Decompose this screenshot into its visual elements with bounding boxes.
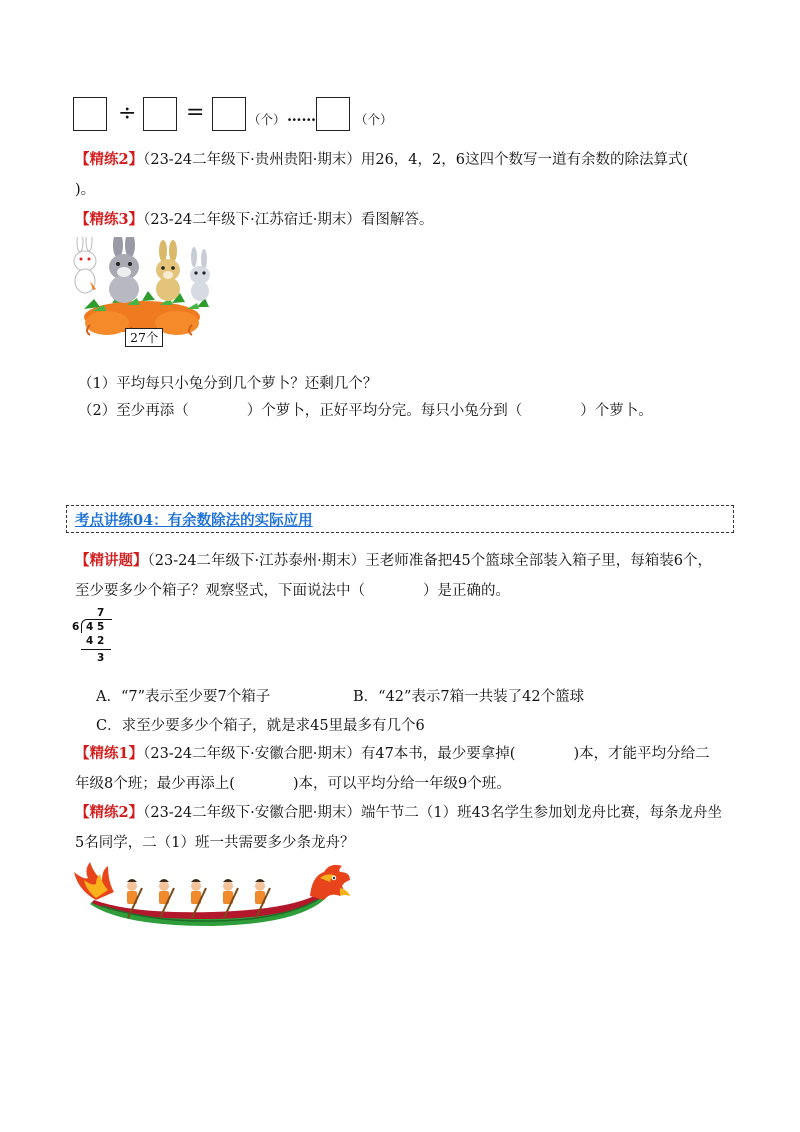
dragon-boat-illustration bbox=[72, 862, 352, 930]
question-text: （23-24二年级下·安徽合肥·期末）有47本书，最少要拿掉( )本，才能平均分给二 bbox=[143, 746, 710, 762]
carrot-count-label: 27个 bbox=[125, 328, 163, 347]
choice-a[interactable]: A．“7”表示至少要7个箱子 bbox=[96, 689, 271, 705]
question-tag: 【精讲题】 bbox=[75, 552, 148, 569]
question-tag: 【精练3】 bbox=[75, 211, 144, 228]
boat-tail-flame bbox=[74, 862, 114, 900]
question-line bbox=[75, 551, 712, 571]
division-product: 4 2 bbox=[86, 635, 105, 647]
sub-question: （1）平均每只小兔分到几个萝卜？还剩几个？ bbox=[78, 376, 378, 392]
question-line bbox=[75, 150, 688, 170]
question-line: 年级8个班；最少再添上( )本，可以平均分给一年级9个班。 bbox=[75, 776, 511, 792]
answer-box-divisor[interactable] bbox=[143, 97, 177, 131]
question-line: )。 bbox=[75, 182, 96, 198]
rower bbox=[191, 879, 206, 918]
division-dividend: 4 5 bbox=[86, 621, 105, 633]
rabbit-tan bbox=[156, 240, 180, 301]
question-text: （23-24二年级下·贵州贵阳·期末）用26，4，2，6这四个数写一道有余数的除法算式( bbox=[143, 152, 689, 168]
remainder-dots: …… bbox=[287, 108, 316, 125]
answer-box-quotient[interactable] bbox=[212, 97, 246, 131]
question-text: （23-24二年级下·江苏宿迁·期末）看图解答。 bbox=[143, 212, 434, 228]
section-title: 考点讲练04：有余数除法的实际应用 bbox=[75, 512, 313, 529]
question-line bbox=[75, 210, 433, 230]
rabbit-white bbox=[74, 237, 96, 293]
section-header bbox=[66, 505, 734, 533]
answer-box-remainder[interactable] bbox=[316, 97, 350, 131]
question-line: 至少要多少个箱子？观察竖式，下面说法中（ ）是正确的。 bbox=[75, 583, 510, 599]
division-line bbox=[81, 649, 111, 650]
question-tag: 【精练2】 bbox=[75, 151, 144, 168]
question-text: （23-24二年级下·江苏泰州·期末）王老师准备把45个篮球全部装入箱子里，每箱装6个， bbox=[147, 553, 712, 569]
division-quotient: 7 bbox=[97, 607, 105, 619]
choice-c[interactable]: C．求至少要多少个箱子，就是求45里最多有几个6 bbox=[96, 718, 425, 734]
choice-b[interactable]: B．“42”表示7箱一共装了42个篮球 bbox=[353, 689, 585, 705]
question-line: 5名同学，二（1）班一共需要多少条龙舟？ bbox=[75, 835, 355, 851]
question-line bbox=[75, 803, 722, 823]
division-remainder: 3 bbox=[97, 652, 105, 664]
division-divisor: 6 bbox=[72, 621, 80, 633]
boat-hull bbox=[90, 892, 328, 926]
question-tag: 【精练2】 bbox=[75, 804, 144, 821]
division-sign: ÷ bbox=[118, 101, 137, 126]
question-tag: 【精练1】 bbox=[75, 745, 144, 762]
dragon-head bbox=[310, 865, 350, 900]
rabbit-light-gray bbox=[190, 247, 210, 301]
equals-sign: = bbox=[186, 100, 205, 125]
unit-label: （个） bbox=[355, 112, 393, 127]
rabbit-gray bbox=[109, 237, 139, 303]
question-text: （23-24二年级下·安徽合肥·期末）端午节二（1）班43名学生参加划龙舟比赛，每条龙舟坐 bbox=[143, 805, 723, 821]
question-line bbox=[75, 744, 710, 764]
unit-label: （个） bbox=[248, 112, 286, 127]
long-division bbox=[70, 607, 120, 667]
sub-question: （2）至少再添（ ）个萝卜，正好平均分完。每只小兔分到（ ）个萝卜。 bbox=[78, 403, 653, 419]
answer-box-dividend[interactable] bbox=[73, 97, 107, 131]
